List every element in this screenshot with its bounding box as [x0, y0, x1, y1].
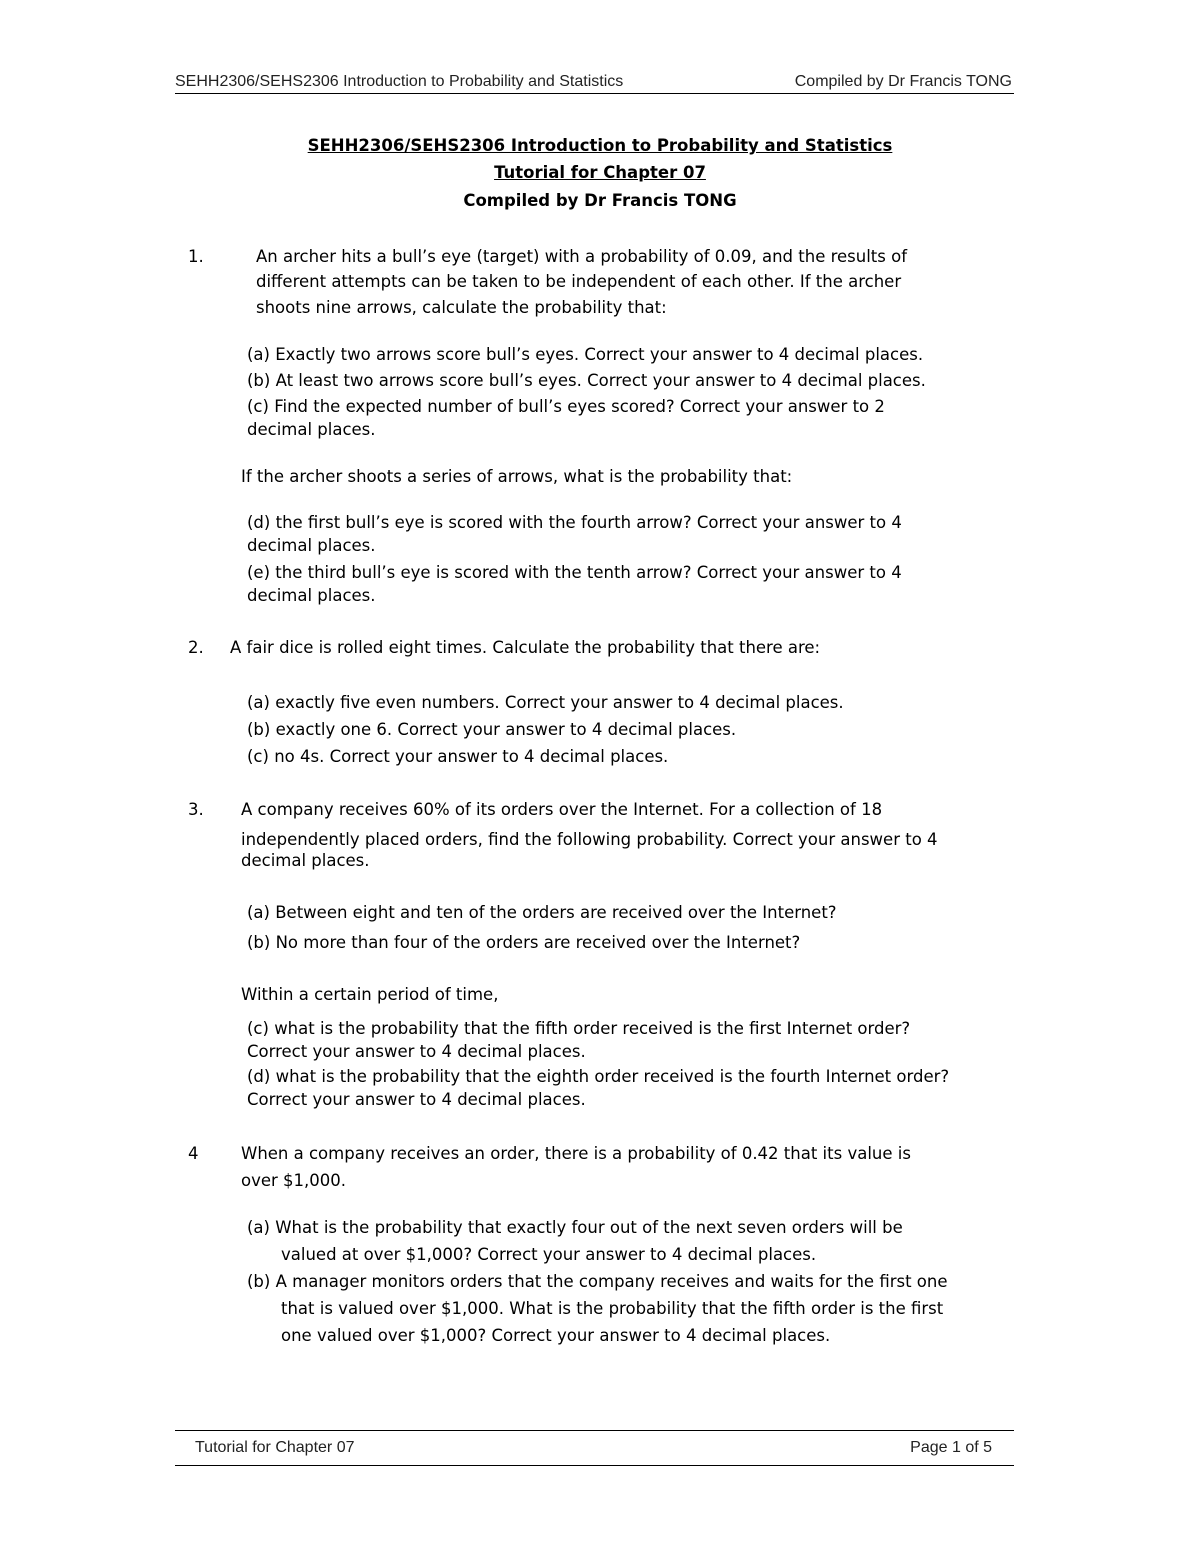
question-4-number: 4: [188, 1144, 199, 1163]
question-1d-cont: decimal places.: [247, 536, 376, 555]
question-3-stem-line: independently placed orders, find the following probability. Correct your answer to 4: [241, 830, 938, 849]
header-author: Compiled by Dr Francis TONG: [794, 73, 1012, 90]
question-3d-cont: Correct your answer to 4 decimal places.: [247, 1090, 586, 1109]
question-2-stem: A fair dice is rolled eight times. Calculate the probability that there are:: [230, 638, 821, 657]
question-1-stem-line: different attempts can be taken to be independent of each other. If the archer: [256, 272, 902, 291]
question-4-stem-line: over $1,000.: [241, 1171, 347, 1190]
document-title: SEHH2306/SEHS2306 Introduction to Probability and Statistics: [307, 136, 893, 155]
question-1e-cont: decimal places.: [247, 586, 376, 605]
question-3c: (c) what is the probability that the fifth order received is the first Internet order?: [247, 1019, 911, 1038]
question-3d: (d) what is the probability that the eighth order received is the fourth Internet order?: [247, 1067, 950, 1086]
question-4a-cont: valued at over $1,000? Correct your answer to 4 decimal places.: [281, 1245, 817, 1264]
question-3a: (a) Between eight and ten of the orders are received over the Internet?: [247, 903, 837, 922]
question-1-number: 1.: [188, 247, 204, 266]
question-1d: (d) the first bull’s eye is scored with the fourth arrow? Correct your answer to 4: [247, 513, 902, 532]
question-2a: (a) exactly five even numbers. Correct your answer to 4 decimal places.: [247, 693, 844, 712]
question-1-series-intro: If the archer shoots a series of arrows, what is the probability that:: [241, 467, 793, 486]
question-1a: (a) Exactly two arrows score bull’s eyes. Correct your answer to 4 decimal places.: [247, 345, 924, 364]
question-4b-cont: that is valued over $1,000. What is the probability that the fifth order is the first: [281, 1299, 944, 1318]
question-1e: (e) the third bull’s eye is scored with the tenth arrow? Correct your answer to 4: [247, 563, 902, 582]
question-4-stem-line: When a company receives an order, there is a probability of 0.42 that its value is: [241, 1144, 911, 1163]
question-4b-cont: one valued over $1,000? Correct your answer to 4 decimal places.: [281, 1326, 831, 1345]
question-3-period-intro: Within a certain period of time,: [241, 985, 499, 1004]
question-1c-cont: decimal places.: [247, 420, 376, 439]
question-1-stem-line: shoots nine arrows, calculate the probability that:: [256, 298, 667, 317]
question-2b: (b) exactly one 6. Correct your answer to 4 decimal places.: [247, 720, 737, 739]
question-3-number: 3.: [188, 800, 204, 819]
question-3-stem-line: A company receives 60% of its orders over the Internet. For a collection of 18: [241, 800, 883, 819]
page-footer: [175, 1430, 1014, 1466]
question-3b: (b) No more than four of the orders are received over the Internet?: [247, 933, 801, 952]
question-3-stem-line: decimal places.: [241, 851, 370, 870]
author-line: Compiled by Dr Francis TONG: [463, 191, 737, 210]
header-course-title: SEHH2306/SEHS2306 Introduction to Probability and Statistics: [175, 73, 624, 90]
question-2-number: 2.: [188, 638, 204, 657]
question-1b: (b) At least two arrows score bull’s eyes. Correct your answer to 4 decimal places.: [247, 371, 926, 390]
question-1c: (c) Find the expected number of bull’s eyes scored? Correct your answer to 2: [247, 397, 885, 416]
tutorial-subtitle: Tutorial for Chapter 07: [494, 163, 706, 182]
question-4a: (a) What is the probability that exactly four out of the next seven orders will be: [247, 1218, 903, 1237]
page-header: [175, 71, 1014, 94]
question-1-stem-line: An archer hits a bull’s eye (target) with a probability of 0.09, and the results of: [256, 247, 908, 266]
footer-chapter: Tutorial for Chapter 07: [195, 1439, 355, 1456]
footer-page-number: Page 1 of 5: [910, 1439, 992, 1456]
question-4b: (b) A manager monitors orders that the company receives and waits for the first one: [247, 1272, 948, 1291]
question-3c-cont: Correct your answer to 4 decimal places.: [247, 1042, 586, 1061]
question-2c: (c) no 4s. Correct your answer to 4 decimal places.: [247, 747, 669, 766]
